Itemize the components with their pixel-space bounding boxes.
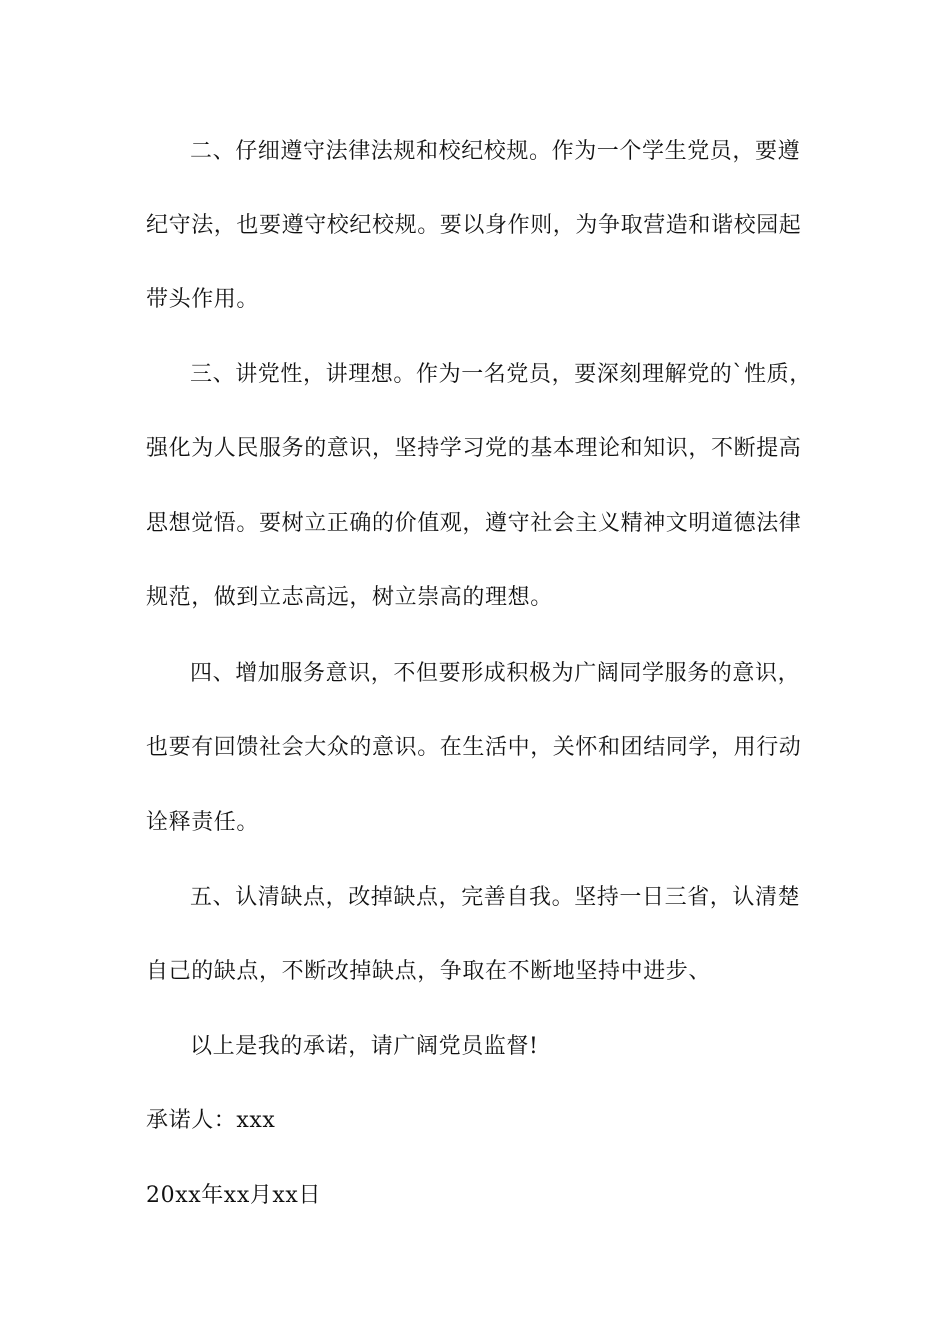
paragraph-3-line-1: 三、讲党性，讲理想。作为一名党员，要深刻理解党的`性质， [190,362,812,387]
paragraph-3-line-3: 思想觉悟。要树立正确的价值观，遵守社会主义精神文明道德法律 [146,511,802,536]
paragraph-3-line-4: 规范，做到立志高远，树立崇高的理想。 [146,585,553,610]
date-line: 20xx年xx月xx日 [146,1183,322,1208]
paragraph-5-line-1: 五、认清缺点，改掉缺点，完善自我。坚持一日三省，认清楚 [190,885,801,910]
paragraph-2-line-3: 带头作用。 [146,287,260,312]
closing-statement: 以上是我的承诺，请广阔党员监督! [190,1034,539,1059]
paragraph-2-line-2: 纪守法，也要遵守校纪校规。要以身作则，为争取营造和谐校园起 [146,213,802,238]
paragraph-4-line-1: 四、增加服务意识，不但要形成积极为广阔同学服务的意识， [190,661,801,686]
signer-line: 承诺人：xxx [146,1108,276,1133]
paragraph-4-line-2: 也要有回馈社会大众的意识。在生活中，关怀和团结同学，用行动 [146,735,802,760]
paragraph-2-line-1: 二、仔细遵守法律法规和校纪校规。作为一个学生党员，要遵 [190,139,801,164]
paragraph-3-line-2: 强化为人民服务的意识，坚持学习党的基本理论和知识，不断提高 [146,436,802,461]
paragraph-5-line-2: 自己的缺点，不断改掉缺点，争取在不断地坚持中进步、 [146,959,712,984]
paragraph-4-line-3: 诠释责任。 [146,810,260,835]
